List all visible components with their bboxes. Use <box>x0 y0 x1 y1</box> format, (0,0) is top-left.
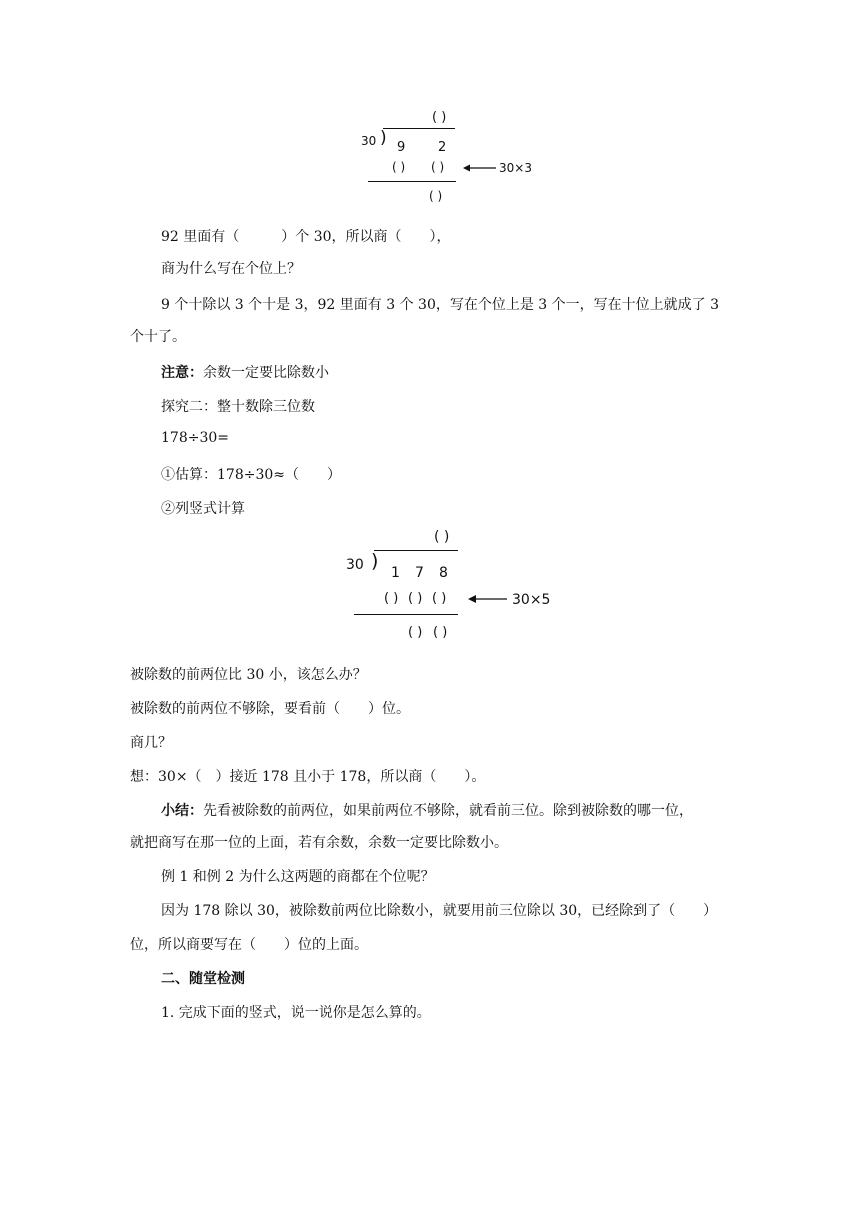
dividend-digit: 9 <box>397 140 406 155</box>
paragraph: 因为 178 除以 30，被除数前两位比除数小，就要用前三位除以 30，已经除到了（ ） <box>161 903 718 919</box>
dividend-digit: 8 <box>439 565 448 581</box>
product-blank: ( ) <box>432 591 447 606</box>
remainder-blank: ( ) <box>433 625 448 640</box>
dividend-digit: 7 <box>415 565 424 581</box>
paragraph: 就把商写在那一位的上面，若有余数，余数一定要比除数小。 <box>130 835 508 851</box>
paragraph: 想：30×（ ）接近 178 且小于 178，所以商（ ）。 <box>130 769 486 785</box>
paragraph: ②列竖式计算 <box>161 501 245 517</box>
product-blank: ( ) <box>392 160 406 174</box>
paragraph: 1. 完成下面的竖式，说一说你是怎么算的。 <box>161 1005 431 1021</box>
division-bracket: ) <box>380 128 387 148</box>
product-blank: ( ) <box>431 160 445 174</box>
dividend-digit: 1 <box>391 565 400 581</box>
product-blank: ( ) <box>408 591 423 606</box>
paragraph: 被除数的前两位不够除，要看前（ ）位。 <box>130 701 410 717</box>
remainder-blank: ( ) <box>429 189 443 203</box>
quotient-blank: ( ) <box>432 110 447 125</box>
annotation: 30×3 <box>499 161 532 175</box>
paragraph: 被除数的前两位比 30 小，该怎么办？ <box>130 667 367 683</box>
long-division-diagram-1 <box>0 0 860 215</box>
division-bracket: ) <box>371 550 379 572</box>
paragraph <box>161 362 771 382</box>
paragraph: 商几？ <box>130 735 172 751</box>
paragraph: 例 1 和例 2 为什么这两题的商都在个位呢？ <box>161 869 435 885</box>
summary-label: 小结： <box>161 803 203 819</box>
paragraph: ①估算：178÷30≈（ ） <box>161 467 341 483</box>
subtraction-line <box>354 614 458 615</box>
subtraction-line <box>368 181 456 182</box>
paragraph: 9 个十除以 3 个十是 3，92 里面有 3 个 30，写在个位上是 3 个一，写在十位上就成了 3 <box>161 297 720 313</box>
quotient-blank: ( ) <box>434 529 450 545</box>
paragraph: 92 里面有（ ）个 30，所以商（ ）， <box>161 229 451 245</box>
divisor: 30 <box>361 134 377 148</box>
annotation: 30×5 <box>512 592 551 608</box>
paragraph: 探究二：整十数除三位数 <box>161 399 315 415</box>
remainder-blank: ( ) <box>408 625 423 640</box>
note-label: 注意： <box>161 365 203 381</box>
divisor: 30 <box>346 557 364 573</box>
paragraph: 位，所以商要写在（ ）位的上面。 <box>130 937 368 953</box>
product-blank: ( ) <box>384 591 399 606</box>
paragraph: 个十了。 <box>130 329 186 345</box>
paragraph <box>161 800 771 820</box>
division-bar <box>383 128 455 129</box>
section-heading: 二、随堂检测 <box>161 971 245 987</box>
dividend-digit: 2 <box>438 140 447 155</box>
paragraph: 178÷30= <box>161 430 229 446</box>
summary-text: 先看被除数的前两位，如果前两位不够除，就看前三位。除到被除数的哪一位， <box>203 803 693 819</box>
long-division-diagram-2 <box>0 520 860 650</box>
arrow-left-icon <box>463 162 497 174</box>
note-text: 余数一定要比除数小 <box>203 365 329 381</box>
paragraph: 商为什么写在个位上？ <box>161 261 301 277</box>
division-bar <box>374 550 458 551</box>
arrow-left-icon <box>468 593 508 605</box>
